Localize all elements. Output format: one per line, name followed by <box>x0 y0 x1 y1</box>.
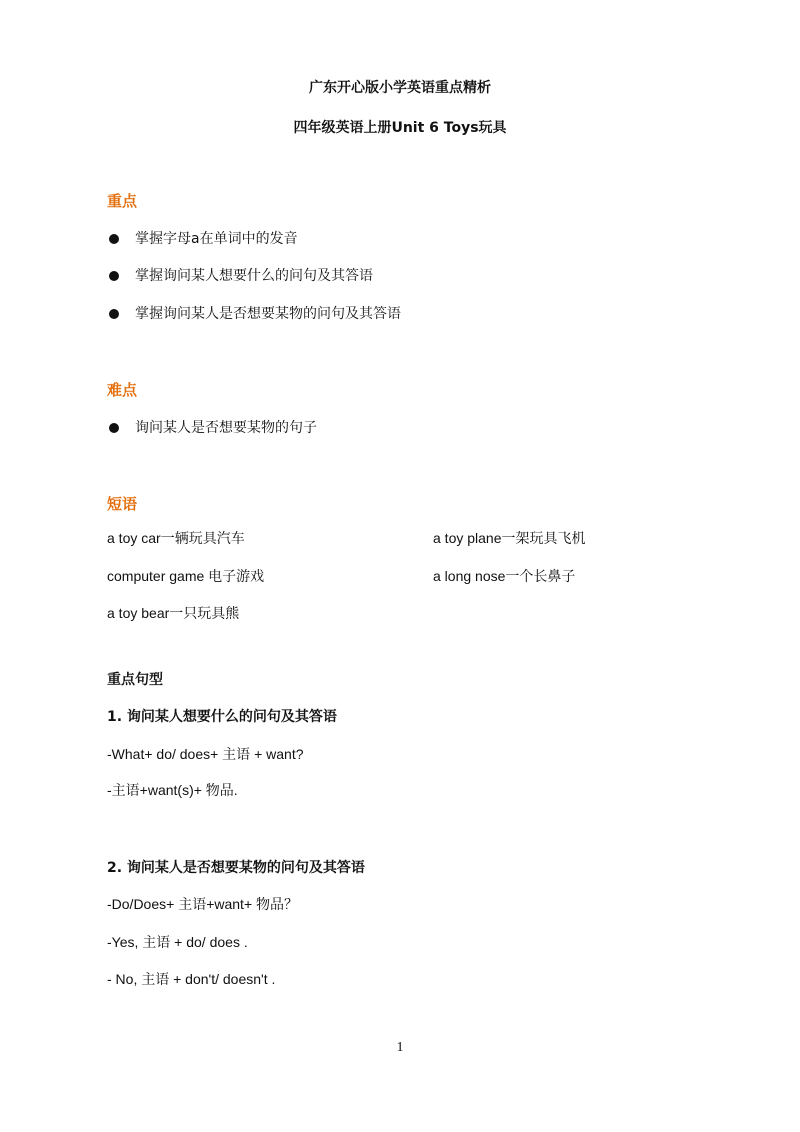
bullet-icon <box>109 271 119 281</box>
page-number: 1 <box>396 1040 404 1055</box>
key-point-item: 掌握字母a在单词中的发音 <box>109 228 298 248</box>
pattern-section-title: 1. 询问某人想要什么的问句及其答语 <box>107 709 337 725</box>
sentence-patterns-heading: 重点句型 <box>107 672 163 688</box>
key-points-heading: 重点 <box>107 192 138 210</box>
document-subtitle: 四年级英语上册Unit 6 Toys玩具 <box>293 120 507 136</box>
bullet-icon <box>109 423 119 433</box>
difficulty-item: 询问某人是否想要某物的句子 <box>109 417 317 437</box>
phrase-item: a long nose一个长鼻子 <box>433 568 576 584</box>
key-point-item: 掌握询问某人想要什么的问句及其答语 <box>109 265 373 285</box>
key-point-item: 掌握询问某人是否想要某物的问句及其答语 <box>109 303 401 323</box>
pattern-line: - No, 主语 + don't/ doesn't . <box>107 971 276 987</box>
document-title: 广东开心版小学英语重点精析 <box>309 80 491 96</box>
phrase-item: computer game 电子游戏 <box>107 568 265 584</box>
pattern-line: -Yes, 主语 + do/ does . <box>107 934 248 950</box>
phrases-heading: 短语 <box>107 495 138 513</box>
bullet-icon <box>109 234 119 244</box>
phrase-item: a toy bear一只玩具熊 <box>107 605 240 621</box>
pattern-line: -主语+want(s)+ 物品. <box>107 782 238 798</box>
bullet-icon <box>109 309 119 319</box>
phrase-item: a toy car一辆玩具汽车 <box>107 530 245 546</box>
phrase-item: a toy plane一架玩具飞机 <box>433 530 586 546</box>
pattern-line: -What+ do/ does+ 主语 + want? <box>107 746 304 762</box>
pattern-line: -Do/Does+ 主语+want+ 物品？ <box>107 896 299 912</box>
pattern-section-title: 2. 询问某人是否想要某物的问句及其答语 <box>107 860 365 876</box>
difficulties-heading: 难点 <box>107 381 138 399</box>
